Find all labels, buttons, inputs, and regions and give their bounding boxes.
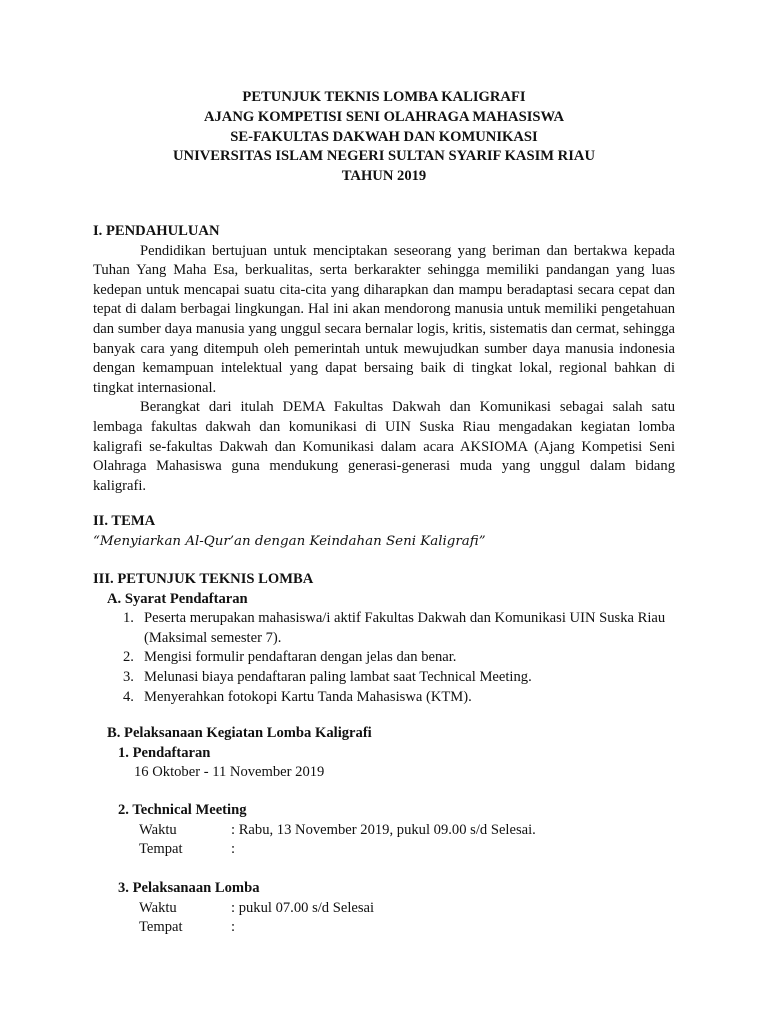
paragraph-2: Berangkat dari itulah DEMA Fakultas Dakwah dan Komunikasi sebagai salah satu lembaga fakultas dakwah dan komunikasi di UIN Suska Riau mengadakan kegiatan lomba kaligrafi se-fakultas Dakwah dan Komunikasi dalam acara AKSIOMA (Ajang Kompetisi Seni Olahraga Mahasiswa guna mendukung generasi-generasi muda yang unggul dalam bidang kaligrafi. [93,399,675,494]
waktu-value: : Rabu, 13 November 2019, pukul 09.00 s/d Selesai. [231,821,536,838]
paragraph-1: Pendidikan bertujuan untuk menciptakan seseorang yang beriman dan bertakwa kepada Tuhan Yang Maha Esa, berkualitas, serta berkarakter sehingga memiliki pandangan yang luas kedepan untuk mencapai suatu cita-cita yang diharapkan dan mampu beradaptasi secara cepat dan tepat di dalam berbagai lingkungan. Hal ini akan mendorong manusia untuk memiliki pengetahuan dan sumber daya manusia yang unggul secara bernalar logis, kritis, sistematis dan cermat, sehingga banyak cara yang ditempuh oleh pemerintah untuk mewujudkan sumber daya manusia indonesia dengan kemampuan intelektual yang dapat bersaing baik di tingkat lokal, regional bahkan di tingkat internasional. [93,242,675,396]
list-item [93,648,675,668]
list-text: Peserta merupakan mahasiswa/i aktif Fakultas Dakwah dan Komunikasi UIN Suska Riau (Maksimal semester 7). [144,610,666,646]
section-petunjuk-teknis [93,570,675,707]
item-technical-meeting-heading: 2. Technical Meeting [118,802,247,818]
title-line-1: PETUNJUK TEKNIS LOMBA KALIGRAFI [242,89,526,105]
list-text: Menyerahkan fotokopi Kartu Tanda Mahasiswa (KTM). [144,688,472,705]
pelaksanaan-waktu-row [93,899,675,919]
section-tema [93,512,675,551]
pelaksanaan-tempat-row [93,918,675,938]
section-pelaksanaan-lomba [93,879,675,938]
title-line-4: UNIVERSITAS ISLAM NEGERI SULTAN SYARIF KASIM RIAU [173,148,595,165]
technical-meeting-waktu-row [93,821,675,841]
list-item [93,688,675,708]
subheading-pelaksanaan: B. Pelaksanaan Kegiatan Lomba Kaligrafi [107,725,372,741]
list-number: 1. [123,610,134,627]
subheading-syarat: A. Syarat Pendaftaran [107,590,248,607]
item-pelaksanaan-lomba-heading: 3. Pelaksanaan Lomba [118,880,260,896]
waktu-label: Waktu [139,821,177,838]
tempat-value: : [231,841,236,858]
list-text: Melunasi biaya pendaftaran paling lambat saat Technical Meeting. [144,668,532,685]
section-pelaksanaan [93,724,675,783]
list-text: Mengisi formulir pendaftaran dengan jelas dan benar. [144,649,457,666]
title-line-2: AJANG KOMPETISI SENI OLAHRAGA MAHASISWA [203,108,565,125]
pendaftaran-date: 16 Oktober - 11 November 2019 [134,764,325,781]
waktu-value: : pukul 07.00 s/d Selesai [231,899,375,916]
section-technical-meeting [93,801,675,860]
tempat-value: : [231,919,236,936]
list-number: 3. [123,668,134,685]
technical-meeting-tempat-row [93,840,675,860]
item-pendaftaran-heading: 1. Pendaftaran [118,744,211,761]
list-item [93,668,675,688]
title-line-5: TAHUN 2019 [341,168,427,185]
list-item [93,609,675,648]
tempat-label: Tempat [139,841,183,858]
list-number: 4. [123,688,134,705]
document-title [0,88,768,187]
section-heading-petunjuk: III. PETUNJUK TEKNIS LOMBA [93,571,314,587]
title-line-3: SE-FAKULTAS DAKWAH DAN KOMUNIKASI [230,128,538,145]
requirements-list [93,609,675,707]
waktu-label: Waktu [139,899,177,916]
list-number: 2. [123,649,134,666]
theme-text: “Menyiarkan Al-Qur’an dengan Keindahan Seni Kaligrafi” [93,533,486,549]
tempat-label: Tempat [139,919,183,936]
section-heading-pendahuluan: I. PENDAHULUAN [93,223,220,239]
section-heading-tema: II. TEMA [93,513,156,529]
section-pendahuluan [93,222,675,496]
